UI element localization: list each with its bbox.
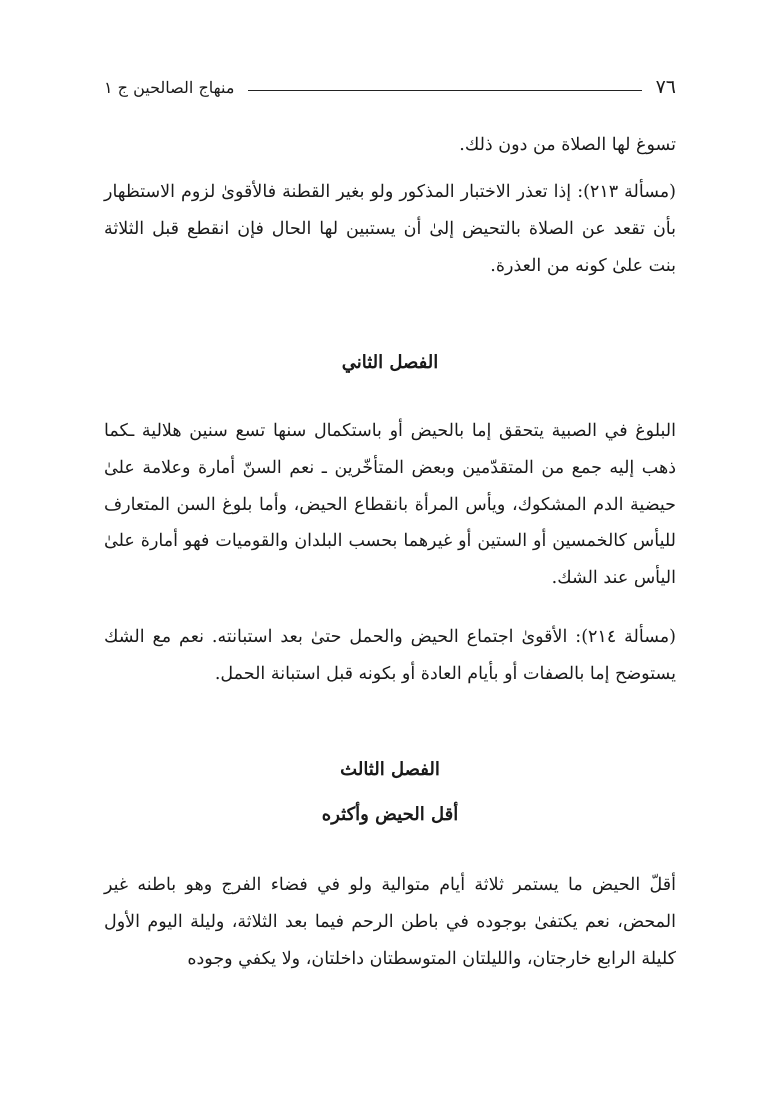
chapter-heading-second: الفصل الثاني <box>341 352 439 373</box>
paragraph-puberty: البلوغ في الصبية يتحقق إما بالحيض أو باستكمال سنها تسع سنين هلالية ـكما ذهب إليه جمع من المتقدّمين وبعض المتأخّرين ـ نعم السنّ أمارة وعلامة علىٰ حيضية الدم المشكوك، ويأس المرأة بانقطاع الحيض، وأما بلوغ السن المتعارف لليأس كالخمسين أو الستين أو غيرهما بحسب البلدان والقوميات فهو أمارة علىٰ اليأس عند الشك. <box>104 421 676 589</box>
paragraph-continuation: تسوغ لها الصلاة من دون ذلك. <box>459 135 676 155</box>
header-rule <box>248 90 641 91</box>
chapter-heading-third: الفصل الثالث <box>340 759 440 780</box>
page-number: ٧٦ <box>655 76 676 98</box>
paragraph-minimum-period: أقلّ الحيض ما يستمر ثلاثة أيام متوالية ولو في فضاء الفرج وهو باطنه غير المحض، نعم يكتفىٰ بوجوده في باطن الرحم فيما بعد الثلاثة، وليلة اليوم الأول كليلة الرابع خارجتان، والليلتان المتوسطتان داخلتان، ولا يكفي وجوده <box>104 875 676 969</box>
paragraph-issue-213: (مسألة ٢١٣): إذا تعذر الاختبار المذكور ولو بغير القطنة فالأقوىٰ لزوم الاستظهار بأن تقعد عن الصلاة بالتحيض إلىٰ أن يستبين لها الحال فإن انقطع قبل الثلاثة بنت علىٰ كونه من العذرة. <box>104 182 677 276</box>
page-header <box>104 72 676 102</box>
running-title: منهاج الصالحين ج ١ <box>104 77 235 97</box>
paragraph-issue-214: (مسألة ٢١٤): الأقوىٰ اجتماع الحيض والحمل حتىٰ بعد استبانته. نعم مع الشك يستوضح إما بالصفات أو بأيام العادة أو بكونه قبل استبانة الحمل. <box>104 627 677 684</box>
chapter-subheading: أقل الحيض وأكثره <box>321 804 459 825</box>
